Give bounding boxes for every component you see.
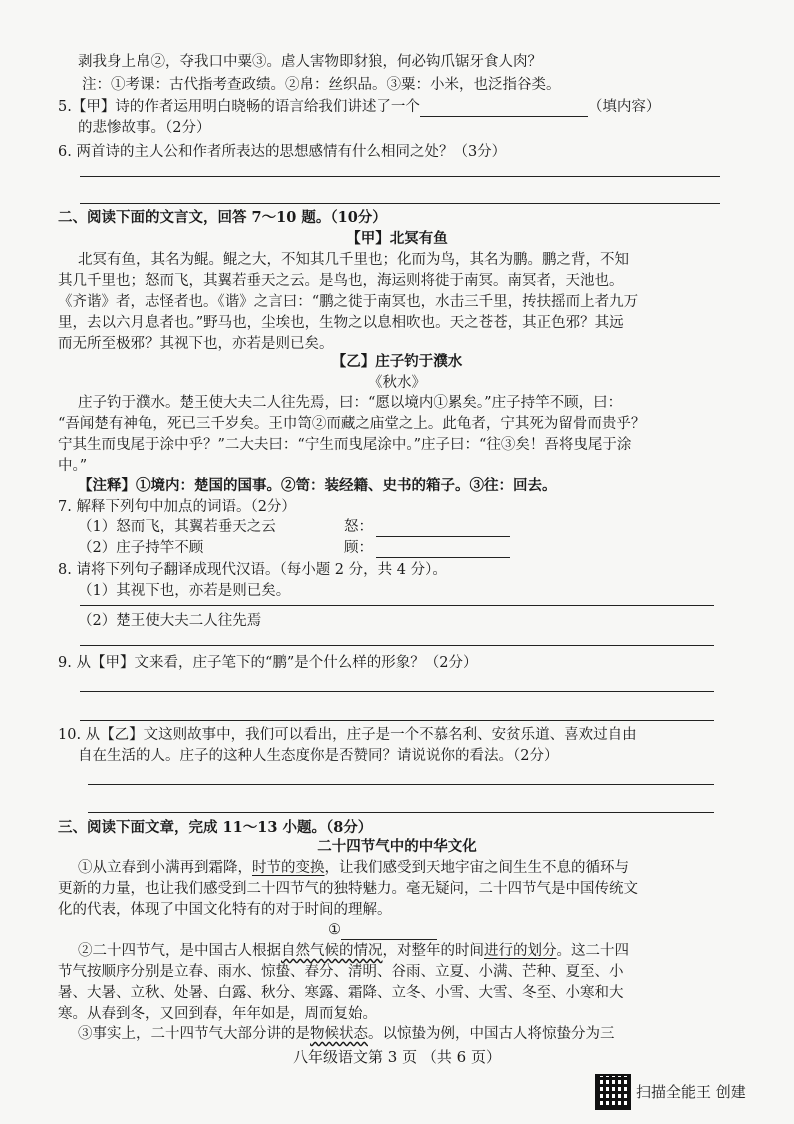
p2-text-b: ，对整年的时间 (382, 943, 484, 959)
jia-text-line: 北冥有鱼，其名为鲲。鲲之大，不知其几千里也；化而为鸟，其名为鹏。鹏之背，不知 (78, 252, 629, 268)
q8-item-1: （1）其视下也，亦若是则已矣。 (78, 583, 291, 599)
p2-line: 寒。从春到冬，又回到春，年年如是，周而复始。 (58, 1006, 377, 1022)
p2-underlined: 进行的划分 (484, 943, 557, 959)
gap-blank[interactable] (341, 923, 437, 940)
gap-marker: ① (328, 920, 437, 940)
p1-text-b: ，让我们感受到天地宇宙之间生生不息的循环与 (324, 860, 629, 876)
p1-underlined: 时节的变换 (252, 860, 325, 876)
p2-line: 节气按顺序分别是立春、雨水、惊蛰、春分、清明、谷雨、立夏、小满、芒种、夏至、小 (58, 964, 624, 980)
q10-answer-line[interactable] (88, 812, 714, 813)
q8-answer-line-1[interactable] (80, 605, 714, 606)
question-8: 8. 请将下列句子翻译成现代汉语。（每小题 2 分，共 4 分）。 (58, 562, 447, 578)
q10-answer-line[interactable] (88, 784, 714, 785)
q8-item-2: （2）楚王使大夫二人往先焉 (78, 613, 262, 629)
p1-line3: 化的代表，体现了中国文化特有的对于时间的理解。 (58, 902, 392, 918)
section-3-heading: 三、阅读下面文章，完成 11～13 小题。（8分） (58, 819, 373, 836)
p3-text-b: 。以惊蛰为例，中国古人将惊蛰分为三 (368, 1026, 615, 1042)
q8-answer-line-2[interactable] (80, 645, 714, 646)
q5-stem: 5.【甲】诗的作者运用明白晓畅的语言给我们讲述了一个 (58, 99, 420, 115)
question-6: 6. 两首诗的主人公和作者所表达的思想感情有什么相同之处？（3分） (58, 144, 507, 160)
yi-title: 【乙】庄子钓于濮水 (331, 353, 463, 370)
q7-word-2: 顾： (344, 540, 373, 556)
yi-source: 《秋水》 (368, 375, 426, 391)
q5-line2: 的悲惨故事。（2分） (78, 120, 211, 136)
p3-text-a: ③事实上，二十四节气大部分讲的是 (78, 1026, 310, 1042)
jia-text-line: 《齐谐》者，志怪者也。《谐》之言曰：“鹏之徙于南冥也，水击三千里，抟扶摇而上者九万 (58, 294, 639, 310)
q7-word-1: 怒： (344, 519, 373, 535)
jia-text-line: 里，去以六月息者也。”野马也，尘埃也，生物之以息相吹也。天之苍苍，其正色邪？其远 (58, 315, 624, 331)
p1-line2: 更新的力量，也让我们感受到二十四节气的独特魅力。毫无疑问，二十四节气是中国传统文 (58, 881, 638, 897)
yi-notes: 【注释】①境内：楚国的国事。②笥：装经籍、史书的箱子。③往：回去。 (78, 477, 557, 494)
p2-line: 暑、大暑、立秋、处暑、白露、秋分、寒露、霜降、立冬、小雪、大雪、冬至、小寒和大 (58, 985, 624, 1001)
q7-item-1: （1）怒而飞，其翼若垂天之云 (78, 519, 276, 535)
yi-text-line: “吾闻楚有神龟，死已三千岁矣。王巾笥②而藏之庙堂之上。此龟者，宁其死为留骨而贵乎？ (58, 416, 646, 432)
scanner-watermark: 扫描全能王 创建 (636, 1083, 746, 1101)
article-title: 二十四节气中的中华文化 (317, 838, 477, 855)
poem-line: 剥我身上帛②，夺我口中粟③。虐人害物即豺狼，何必钩爪锯牙食人肉？ (78, 54, 542, 70)
question-9: 9. 从【甲】文来看，庄子笔下的“鹏”是个什么样的形象？（2分） (58, 655, 478, 671)
section-2-heading: 二、阅读下面的文言文，回答 7～10 题。（10分） (58, 209, 387, 226)
q6-answer-line[interactable] (80, 176, 720, 177)
article-paragraph-1 (78, 858, 629, 878)
q9-answer-line[interactable] (80, 720, 714, 721)
yi-text-line: 庄子钓于濮水。楚王使大夫二人往先焉，曰：“愿以境内①累矣。”庄子持竿不顾，曰： (78, 395, 623, 411)
jia-title: 【甲】北冥有鱼 (346, 230, 448, 247)
yi-text-line: 中。” (58, 458, 88, 474)
article-paragraph-3 (78, 1024, 615, 1044)
q7-answer-line-1[interactable] (376, 536, 510, 537)
p3-wavy: 物候状态 (310, 1026, 368, 1042)
p2-text-a: ②二十四节气，是中国古人根据 (78, 943, 281, 959)
p1-text-a: ①从立春到小满再到霜降， (78, 860, 252, 876)
yi-text-line: 宁其生而曳尾于涂中乎？”二大夫曰：“宁生而曳尾涂中。”庄子曰：“往③矣！吾将曳尾于涂 (58, 437, 632, 453)
question-10: 10. 从【乙】文这则故事中，我们可以看出，庄子是一个不慕名利、安贫乐道、喜欢过自由 (58, 727, 637, 743)
q6-answer-line[interactable] (80, 203, 720, 204)
q5-fill-hint: （填内容） (587, 99, 661, 115)
p2-text-c: 。这二十四 (556, 943, 629, 959)
question-7: 7. 解释下列句中加点的词语。（2分） (58, 499, 296, 515)
jia-text-line: 而无所至极邪？其视下也，亦若是则已矣。 (58, 336, 334, 352)
poem-notes: 注：①考课：古代指考查政绩。②帛：丝织品。③粟：小米，也泛指谷类。 (82, 77, 561, 93)
qr-code-icon (597, 1076, 629, 1108)
question-5 (58, 97, 660, 117)
p2-wavy: 自然气候的情况 (281, 943, 383, 959)
article-paragraph-2 (78, 941, 629, 961)
jia-text-line: 其几千里也；怒而飞，其翼若垂天之云。是鸟也，海运则将徙于南冥。南冥者，天池也。 (58, 273, 624, 289)
q7-answer-line-2[interactable] (376, 557, 510, 558)
page-footer: 八年级语文第 3 页 （共 6 页） (293, 1048, 501, 1066)
q9-answer-line[interactable] (80, 691, 714, 692)
q5-blank[interactable] (420, 100, 588, 117)
q7-item-2: （2）庄子持竿不顾 (78, 540, 204, 556)
question-10-line2: 自在生活的人。庄子的这种人生态度你是否赞同？请说说你的看法。（2分） (78, 748, 559, 764)
